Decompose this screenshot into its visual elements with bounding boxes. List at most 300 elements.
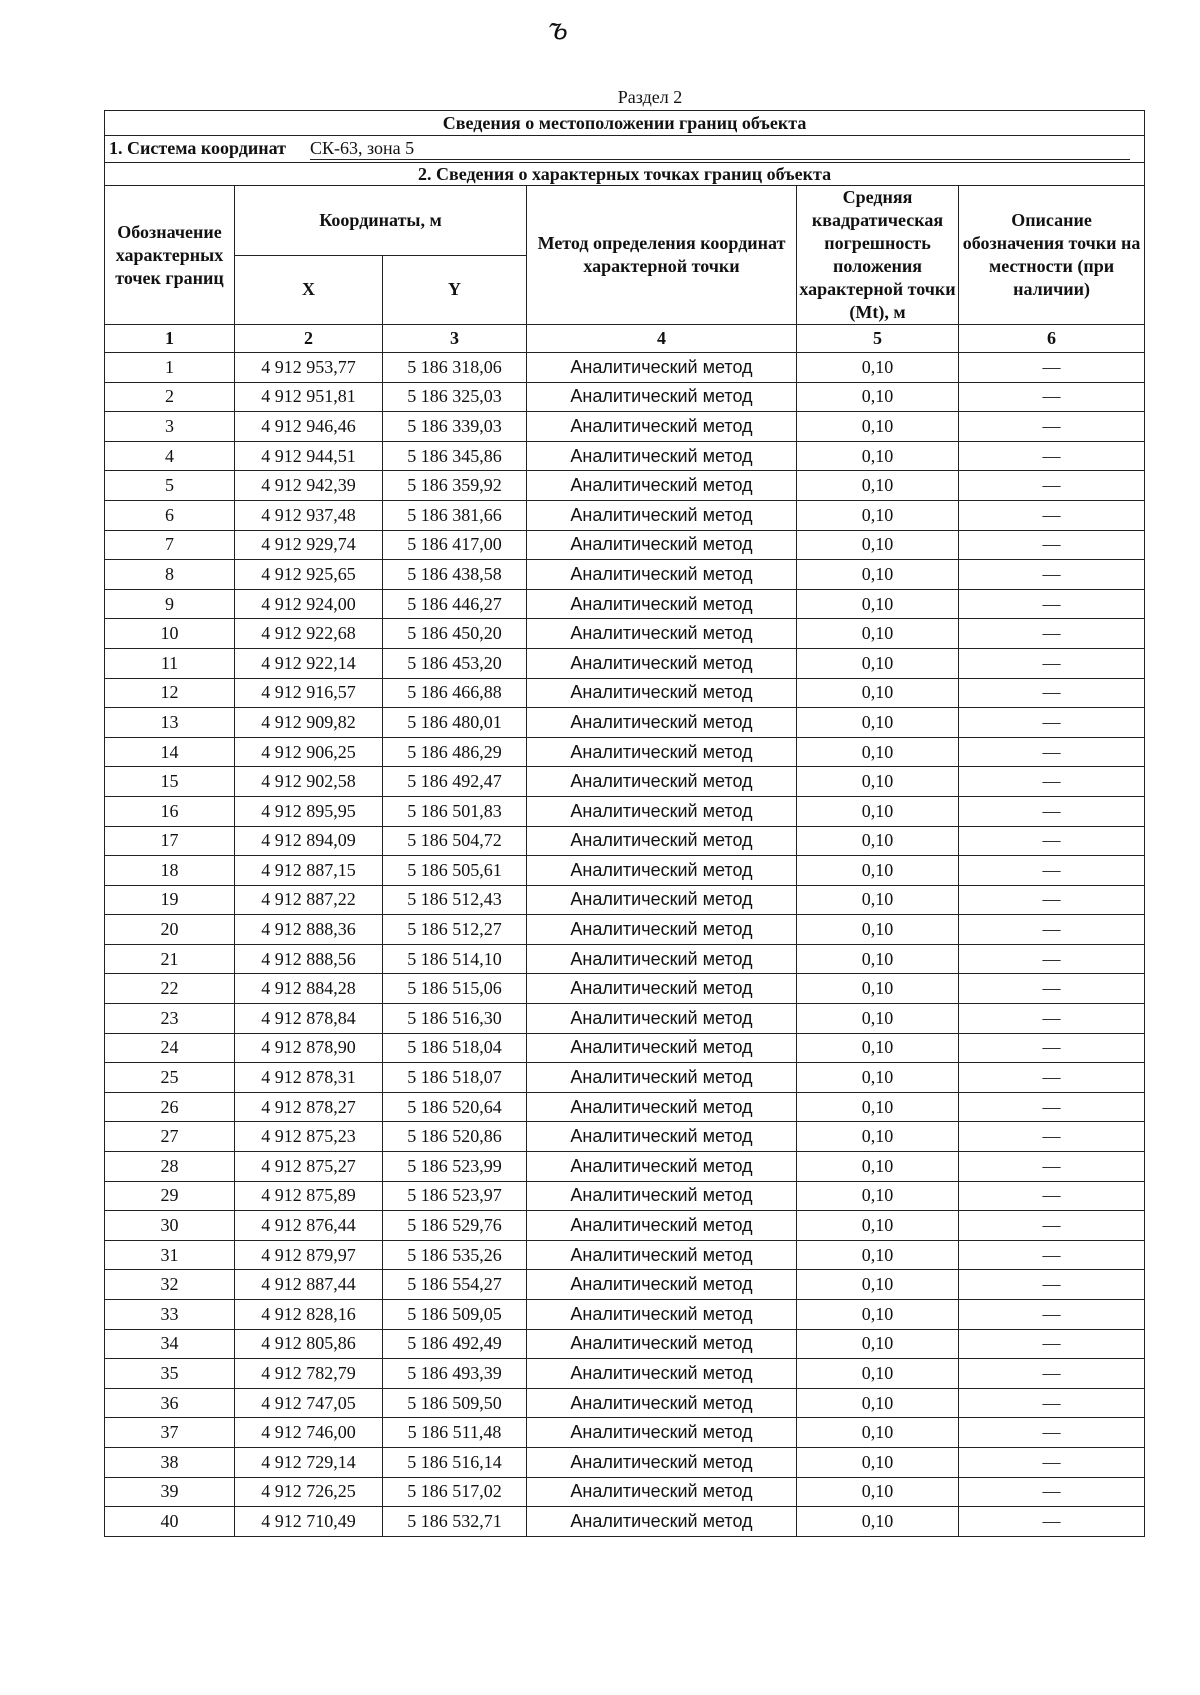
- cell-mt: 0,10: [797, 412, 959, 442]
- cell-desc: —: [959, 826, 1145, 856]
- cell-y: 5 186 518,07: [383, 1063, 527, 1093]
- cell-mt: 0,10: [797, 619, 959, 649]
- cell-y: 5 186 516,14: [383, 1447, 527, 1477]
- cell-x: 4 912 879,97: [235, 1240, 383, 1270]
- cell-point-number: 33: [105, 1300, 235, 1330]
- cell-y: 5 186 446,27: [383, 589, 527, 619]
- cell-mt: 0,10: [797, 353, 959, 383]
- cell-y: 5 186 480,01: [383, 708, 527, 738]
- cell-point-number: 38: [105, 1447, 235, 1477]
- cell-method: Аналитический метод: [527, 353, 797, 383]
- table-row: [105, 885, 1145, 915]
- cell-y: 5 186 486,29: [383, 737, 527, 767]
- cell-method: Аналитический метод: [527, 678, 797, 708]
- cell-mt: 0,10: [797, 737, 959, 767]
- cell-x: 4 912 878,27: [235, 1092, 383, 1122]
- cell-point-number: 29: [105, 1181, 235, 1211]
- cell-x: 4 912 747,05: [235, 1388, 383, 1418]
- table-row: [105, 619, 1145, 649]
- cell-mt: 0,10: [797, 1477, 959, 1507]
- cell-x: 4 912 876,44: [235, 1211, 383, 1241]
- table-row: [105, 1477, 1145, 1507]
- cell-point-number: 30: [105, 1211, 235, 1241]
- table-row: [105, 1447, 1145, 1477]
- cell-mt: 0,10: [797, 1211, 959, 1241]
- cell-desc: —: [959, 1329, 1145, 1359]
- cell-y: 5 186 512,43: [383, 885, 527, 915]
- cell-desc: —: [959, 441, 1145, 471]
- header-method: Метод определения координат характерной точки: [527, 186, 797, 325]
- cell-desc: —: [959, 1388, 1145, 1418]
- cell-mt: 0,10: [797, 1152, 959, 1182]
- cell-point-number: 2: [105, 382, 235, 412]
- table-row: [105, 944, 1145, 974]
- table-row: [105, 589, 1145, 619]
- cell-y: 5 186 520,86: [383, 1122, 527, 1152]
- table-row: [105, 1122, 1145, 1152]
- cell-x: 4 912 888,36: [235, 915, 383, 945]
- cell-point-number: 19: [105, 885, 235, 915]
- cell-point-number: 28: [105, 1152, 235, 1182]
- cell-point-number: 36: [105, 1388, 235, 1418]
- cell-y: 5 186 554,27: [383, 1270, 527, 1300]
- cell-method: Аналитический метод: [527, 441, 797, 471]
- cell-method: Аналитический метод: [527, 560, 797, 590]
- cell-point-number: 27: [105, 1122, 235, 1152]
- cell-desc: —: [959, 944, 1145, 974]
- cell-point-number: 5: [105, 471, 235, 501]
- cell-x: 4 912 875,23: [235, 1122, 383, 1152]
- cell-point-number: 25: [105, 1063, 235, 1093]
- cell-point-number: 17: [105, 826, 235, 856]
- cell-desc: —: [959, 1211, 1145, 1241]
- cell-desc: —: [959, 589, 1145, 619]
- cell-x: 4 912 729,14: [235, 1447, 383, 1477]
- coord-system-label: 1. Система координат: [109, 138, 286, 158]
- cell-x: 4 912 726,25: [235, 1477, 383, 1507]
- cell-point-number: 8: [105, 560, 235, 590]
- cell-x: 4 912 878,90: [235, 1033, 383, 1063]
- cell-y: 5 186 325,03: [383, 382, 527, 412]
- cell-x: 4 912 710,49: [235, 1507, 383, 1537]
- table-row: [105, 1507, 1145, 1537]
- cell-method: Аналитический метод: [527, 1092, 797, 1122]
- cell-point-number: 18: [105, 856, 235, 886]
- cell-x: 4 912 895,95: [235, 796, 383, 826]
- coord-system-value: СК-63, зона 5: [310, 138, 1130, 160]
- handwritten-page-mark: ъ: [548, 12, 568, 47]
- cell-mt: 0,10: [797, 915, 959, 945]
- cell-mt: 0,10: [797, 1388, 959, 1418]
- cell-point-number: 21: [105, 944, 235, 974]
- cell-desc: —: [959, 1181, 1145, 1211]
- table-row: [105, 737, 1145, 767]
- cell-x: 4 912 925,65: [235, 560, 383, 590]
- cell-y: 5 186 532,71: [383, 1507, 527, 1537]
- table-row: [105, 1388, 1145, 1418]
- cell-x: 4 912 887,22: [235, 885, 383, 915]
- cell-method: Аналитический метод: [527, 974, 797, 1004]
- table-row: [105, 767, 1145, 797]
- cell-y: 5 186 512,27: [383, 915, 527, 945]
- table-row: [105, 1418, 1145, 1448]
- cell-mt: 0,10: [797, 1418, 959, 1448]
- cell-method: Аналитический метод: [527, 1240, 797, 1270]
- cell-desc: —: [959, 796, 1145, 826]
- cell-desc: —: [959, 1092, 1145, 1122]
- cell-y: 5 186 318,06: [383, 353, 527, 383]
- cell-mt: 0,10: [797, 1507, 959, 1537]
- cell-method: Аналитический метод: [527, 382, 797, 412]
- cell-y: 5 186 523,99: [383, 1152, 527, 1182]
- cell-y: 5 186 417,00: [383, 530, 527, 560]
- cell-y: 5 186 529,76: [383, 1211, 527, 1241]
- cell-point-number: 32: [105, 1270, 235, 1300]
- cell-point-number: 1: [105, 353, 235, 383]
- cell-mt: 0,10: [797, 826, 959, 856]
- cell-mt: 0,10: [797, 1240, 959, 1270]
- cell-method: Аналитический метод: [527, 1447, 797, 1477]
- cell-y: 5 186 511,48: [383, 1418, 527, 1448]
- cell-point-number: 34: [105, 1329, 235, 1359]
- table-row: [105, 678, 1145, 708]
- cell-mt: 0,10: [797, 589, 959, 619]
- cell-x: 4 912 878,84: [235, 1004, 383, 1034]
- col-number: 4: [527, 325, 797, 353]
- col-number: 1: [105, 325, 235, 353]
- cell-y: 5 186 453,20: [383, 648, 527, 678]
- cell-desc: —: [959, 1359, 1145, 1389]
- cell-mt: 0,10: [797, 767, 959, 797]
- cell-desc: —: [959, 648, 1145, 678]
- cell-mt: 0,10: [797, 500, 959, 530]
- cell-point-number: 13: [105, 708, 235, 738]
- cell-method: Аналитический метод: [527, 1418, 797, 1448]
- cell-y: 5 186 492,49: [383, 1329, 527, 1359]
- cell-method: Аналитический метод: [527, 1033, 797, 1063]
- cell-method: Аналитический метод: [527, 1211, 797, 1241]
- cell-method: Аналитический метод: [527, 826, 797, 856]
- cell-x: 4 912 875,27: [235, 1152, 383, 1182]
- header-coords: Координаты, м: [235, 186, 527, 256]
- cell-point-number: 22: [105, 974, 235, 1004]
- col-number: 6: [959, 325, 1145, 353]
- cell-point-number: 9: [105, 589, 235, 619]
- table-row: [105, 412, 1145, 442]
- section-label: Раздел 2: [617, 87, 683, 107]
- cell-method: Аналитический метод: [527, 1329, 797, 1359]
- cell-mt: 0,10: [797, 1181, 959, 1211]
- table-row: [105, 1004, 1145, 1034]
- cell-method: Аналитический метод: [527, 1507, 797, 1537]
- cell-x: 4 912 909,82: [235, 708, 383, 738]
- cell-desc: —: [959, 1300, 1145, 1330]
- cell-method: Аналитический метод: [527, 1388, 797, 1418]
- cell-y: 5 186 535,26: [383, 1240, 527, 1270]
- cell-mt: 0,10: [797, 1447, 959, 1477]
- cell-desc: —: [959, 471, 1145, 501]
- cell-method: Аналитический метод: [527, 530, 797, 560]
- cell-y: 5 186 509,05: [383, 1300, 527, 1330]
- cell-x: 4 912 929,74: [235, 530, 383, 560]
- cell-y: 5 186 381,66: [383, 500, 527, 530]
- cell-mt: 0,10: [797, 1063, 959, 1093]
- cell-y: 5 186 504,72: [383, 826, 527, 856]
- cell-point-number: 31: [105, 1240, 235, 1270]
- table-row: [105, 796, 1145, 826]
- cell-mt: 0,10: [797, 678, 959, 708]
- cell-desc: —: [959, 678, 1145, 708]
- cell-desc: —: [959, 353, 1145, 383]
- cell-method: Аналитический метод: [527, 412, 797, 442]
- cell-point-number: 26: [105, 1092, 235, 1122]
- cell-method: Аналитический метод: [527, 1004, 797, 1034]
- cell-x: 4 912 937,48: [235, 500, 383, 530]
- cell-method: Аналитический метод: [527, 1181, 797, 1211]
- table-row: [105, 856, 1145, 886]
- cell-desc: —: [959, 1240, 1145, 1270]
- cell-method: Аналитический метод: [527, 915, 797, 945]
- header-point-id: Обозначение характерных точек границ: [105, 186, 235, 325]
- cell-point-number: 24: [105, 1033, 235, 1063]
- col-number: 2: [235, 325, 383, 353]
- cell-desc: —: [959, 1507, 1145, 1537]
- table-row: [105, 1092, 1145, 1122]
- cell-y: 5 186 517,02: [383, 1477, 527, 1507]
- cell-desc: —: [959, 1477, 1145, 1507]
- cell-y: 5 186 493,39: [383, 1359, 527, 1389]
- table-row: [105, 1270, 1145, 1300]
- cell-y: 5 186 438,58: [383, 560, 527, 590]
- cell-x: 4 912 951,81: [235, 382, 383, 412]
- cell-mt: 0,10: [797, 1300, 959, 1330]
- cell-method: Аналитический метод: [527, 500, 797, 530]
- table-row: [105, 708, 1145, 738]
- table-row: [105, 1300, 1145, 1330]
- cell-mt: 0,10: [797, 530, 959, 560]
- cell-desc: —: [959, 1152, 1145, 1182]
- cell-desc: —: [959, 1447, 1145, 1477]
- cell-x: 4 912 953,77: [235, 353, 383, 383]
- cell-y: 5 186 345,86: [383, 441, 527, 471]
- cell-point-number: 20: [105, 915, 235, 945]
- header-x: X: [235, 255, 383, 325]
- cell-x: 4 912 922,14: [235, 648, 383, 678]
- cell-mt: 0,10: [797, 944, 959, 974]
- cell-method: Аналитический метод: [527, 1122, 797, 1152]
- cell-method: Аналитический метод: [527, 856, 797, 886]
- header-mt: Средняя квадратическая погрешность положения характерной точки (Mt), м: [797, 186, 959, 325]
- cell-x: 4 912 887,15: [235, 856, 383, 886]
- table-row: [105, 1181, 1145, 1211]
- cell-method: Аналитический метод: [527, 944, 797, 974]
- cell-mt: 0,10: [797, 471, 959, 501]
- table-row: [105, 1359, 1145, 1389]
- cell-desc: —: [959, 412, 1145, 442]
- cell-point-number: 11: [105, 648, 235, 678]
- cell-desc: —: [959, 1063, 1145, 1093]
- cell-method: Аналитический метод: [527, 1270, 797, 1300]
- boundary-points-table: [104, 110, 1145, 1537]
- cell-method: Аналитический метод: [527, 1300, 797, 1330]
- cell-point-number: 23: [105, 1004, 235, 1034]
- cell-y: 5 186 518,04: [383, 1033, 527, 1063]
- cell-desc: —: [959, 619, 1145, 649]
- cell-point-number: 7: [105, 530, 235, 560]
- cell-desc: —: [959, 530, 1145, 560]
- coord-system-row: [105, 136, 1145, 163]
- cell-point-number: 37: [105, 1418, 235, 1448]
- cell-mt: 0,10: [797, 974, 959, 1004]
- cell-method: Аналитический метод: [527, 1063, 797, 1093]
- table-row: [105, 915, 1145, 945]
- cell-mt: 0,10: [797, 856, 959, 886]
- table-row: [105, 826, 1145, 856]
- cell-mt: 0,10: [797, 441, 959, 471]
- cell-mt: 0,10: [797, 1359, 959, 1389]
- table-row: [105, 500, 1145, 530]
- table-row: [105, 1211, 1145, 1241]
- cell-method: Аналитический метод: [527, 885, 797, 915]
- cell-y: 5 186 450,20: [383, 619, 527, 649]
- table-row: [105, 1329, 1145, 1359]
- table-row: [105, 1063, 1145, 1093]
- cell-desc: —: [959, 1033, 1145, 1063]
- cell-point-number: 35: [105, 1359, 235, 1389]
- cell-method: Аналитический метод: [527, 648, 797, 678]
- cell-mt: 0,10: [797, 1004, 959, 1034]
- cell-x: 4 912 916,57: [235, 678, 383, 708]
- cell-x: 4 912 894,09: [235, 826, 383, 856]
- cell-method: Аналитический метод: [527, 737, 797, 767]
- cell-x: 4 912 746,00: [235, 1418, 383, 1448]
- cell-y: 5 186 505,61: [383, 856, 527, 886]
- cell-desc: —: [959, 737, 1145, 767]
- cell-method: Аналитический метод: [527, 1477, 797, 1507]
- cell-point-number: 14: [105, 737, 235, 767]
- cell-y: 5 186 466,88: [383, 678, 527, 708]
- table-body: [105, 111, 1145, 1537]
- cell-desc: —: [959, 500, 1145, 530]
- cell-y: 5 186 492,47: [383, 767, 527, 797]
- col-number: 5: [797, 325, 959, 353]
- cell-x: 4 912 875,89: [235, 1181, 383, 1211]
- cell-desc: —: [959, 915, 1145, 945]
- cell-mt: 0,10: [797, 796, 959, 826]
- cell-desc: —: [959, 767, 1145, 797]
- cell-x: 4 912 924,00: [235, 589, 383, 619]
- cell-x: 4 912 782,79: [235, 1359, 383, 1389]
- cell-method: Аналитический метод: [527, 471, 797, 501]
- cell-x: 4 912 878,31: [235, 1063, 383, 1093]
- cell-desc: —: [959, 708, 1145, 738]
- cell-mt: 0,10: [797, 1122, 959, 1152]
- cell-y: 5 186 359,92: [383, 471, 527, 501]
- table-row: [105, 1152, 1145, 1182]
- cell-y: 5 186 339,03: [383, 412, 527, 442]
- cell-method: Аналитический метод: [527, 589, 797, 619]
- cell-point-number: 39: [105, 1477, 235, 1507]
- cell-point-number: 3: [105, 412, 235, 442]
- cell-x: 4 912 828,16: [235, 1300, 383, 1330]
- cell-desc: —: [959, 560, 1145, 590]
- cell-point-number: 15: [105, 767, 235, 797]
- cell-point-number: 10: [105, 619, 235, 649]
- cell-y: 5 186 501,83: [383, 796, 527, 826]
- cell-x: 4 912 884,28: [235, 974, 383, 1004]
- cell-method: Аналитический метод: [527, 619, 797, 649]
- cell-y: 5 186 509,50: [383, 1388, 527, 1418]
- cell-method: Аналитический метод: [527, 796, 797, 826]
- cell-mt: 0,10: [797, 382, 959, 412]
- cell-desc: —: [959, 1270, 1145, 1300]
- cell-method: Аналитический метод: [527, 708, 797, 738]
- cell-y: 5 186 520,64: [383, 1092, 527, 1122]
- cell-mt: 0,10: [797, 560, 959, 590]
- cell-method: Аналитический метод: [527, 767, 797, 797]
- cell-x: 4 912 805,86: [235, 1329, 383, 1359]
- points-title: 2. Сведения о характерных точках границ объекта: [105, 163, 1145, 186]
- cell-desc: —: [959, 974, 1145, 1004]
- cell-mt: 0,10: [797, 708, 959, 738]
- cell-mt: 0,10: [797, 1092, 959, 1122]
- cell-x: 4 912 902,58: [235, 767, 383, 797]
- table-row: [105, 648, 1145, 678]
- cell-mt: 0,10: [797, 1329, 959, 1359]
- header-desc: Описание обозначения точки на местности (при наличии): [959, 186, 1145, 325]
- cell-mt: 0,10: [797, 1270, 959, 1300]
- cell-point-number: 40: [105, 1507, 235, 1537]
- table-row: [105, 1033, 1145, 1063]
- cell-x: 4 912 942,39: [235, 471, 383, 501]
- table-row: [105, 974, 1145, 1004]
- cell-y: 5 186 515,06: [383, 974, 527, 1004]
- cell-x: 4 912 944,51: [235, 441, 383, 471]
- cell-x: 4 912 946,46: [235, 412, 383, 442]
- cell-method: Аналитический метод: [527, 1359, 797, 1389]
- cell-x: 4 912 887,44: [235, 1270, 383, 1300]
- cell-point-number: 6: [105, 500, 235, 530]
- table-row: [105, 382, 1145, 412]
- cell-mt: 0,10: [797, 648, 959, 678]
- cell-y: 5 186 523,97: [383, 1181, 527, 1211]
- cell-desc: —: [959, 382, 1145, 412]
- cell-y: 5 186 516,30: [383, 1004, 527, 1034]
- col-number: 3: [383, 325, 527, 353]
- cell-desc: —: [959, 1004, 1145, 1034]
- cell-desc: —: [959, 1122, 1145, 1152]
- table-row: [105, 471, 1145, 501]
- table-title: Сведения о местоположении границ объекта: [105, 111, 1145, 136]
- cell-x: 4 912 888,56: [235, 944, 383, 974]
- cell-point-number: 12: [105, 678, 235, 708]
- cell-point-number: 4: [105, 441, 235, 471]
- cell-desc: —: [959, 885, 1145, 915]
- cell-mt: 0,10: [797, 1033, 959, 1063]
- table-row: [105, 353, 1145, 383]
- table-row: [105, 560, 1145, 590]
- table-row: [105, 1240, 1145, 1270]
- cell-y: 5 186 514,10: [383, 944, 527, 974]
- cell-method: Аналитический метод: [527, 1152, 797, 1182]
- table-row: [105, 441, 1145, 471]
- cell-mt: 0,10: [797, 885, 959, 915]
- cell-desc: —: [959, 856, 1145, 886]
- cell-point-number: 16: [105, 796, 235, 826]
- header-y: Y: [383, 255, 527, 325]
- cell-desc: —: [959, 1418, 1145, 1448]
- cell-x: 4 912 922,68: [235, 619, 383, 649]
